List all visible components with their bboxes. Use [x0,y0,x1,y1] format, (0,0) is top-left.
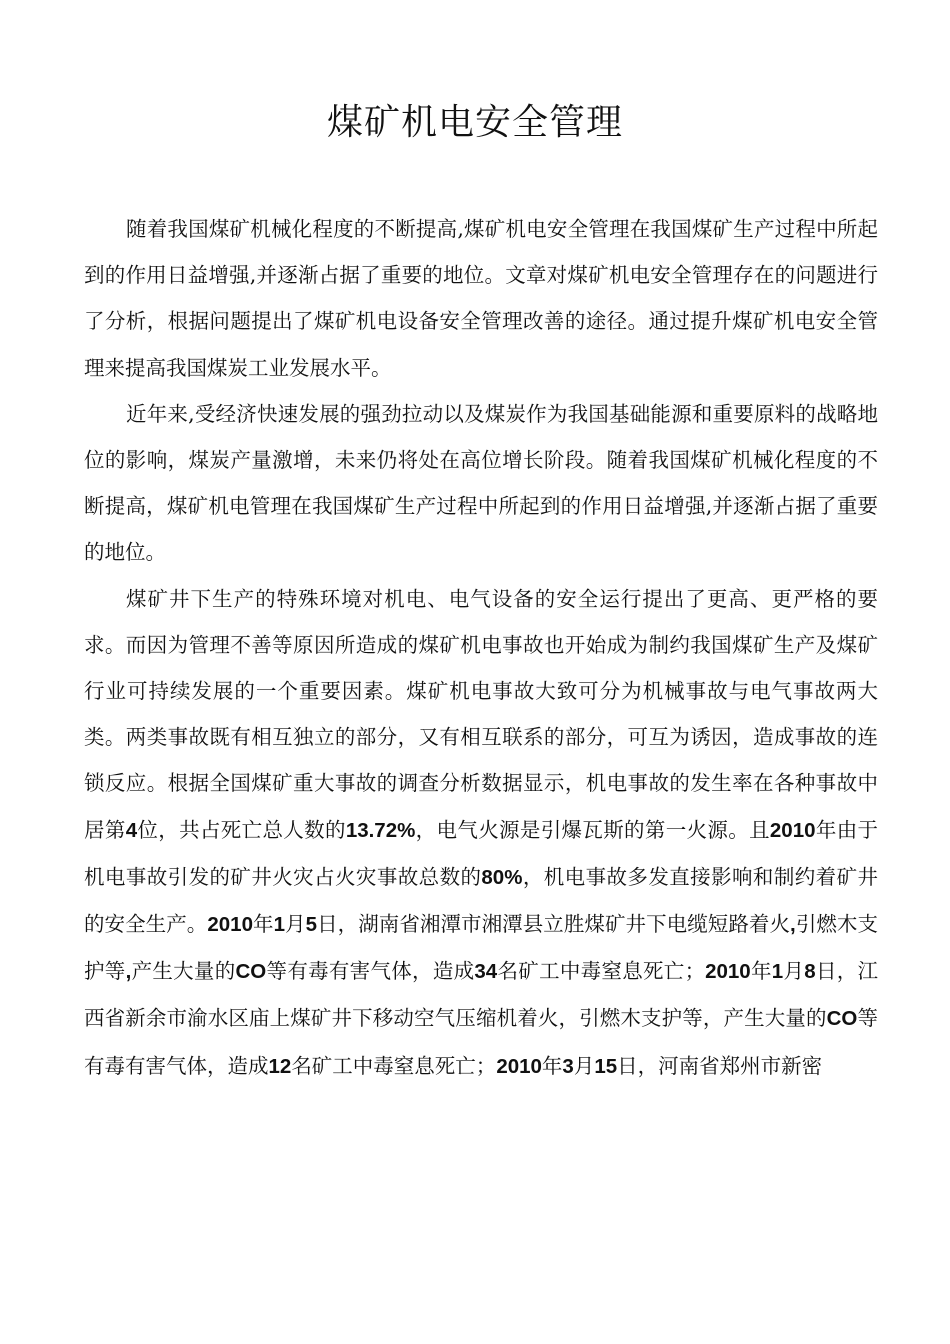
emphasized-figure: CO [235,960,267,984]
emphasized-figure: 80% [481,865,523,889]
emphasized-figure: CO [826,1007,858,1031]
paragraph-text: 煤矿井下生产的特殊环境对机电、电气设备的安全运行提出了更高、更严格的要求。而因为管理不善等原因所造成的煤矿机电事故也开始成为制约我国煤矿生产及煤矿行业可持续发展的一个重要因素。煤矿机电事故大致可分为机械事故与电气事故两大类。两类事故既有相互独立的部分，又有相互联系的部分，可互为诱因，造成事故的连锁反应。根据全国煤矿重大事故的调查分析数据显示，机电事故的发生率在各种事故中居第 [84,586,878,842]
emphasized-figure: 3 [562,1054,574,1078]
paragraph-text: 位，共占死亡总人数的 [137,817,346,842]
emphasized-figure: 34 [474,960,498,984]
paragraph-text: 日，湖南省湘潭市湘潭县立胜煤矿井下电缆短路着火 [317,912,791,937]
paragraph-text: 月 [783,959,805,984]
paragraph-text: 日，河南省郑州市新密 [617,1053,823,1078]
emphasized-figure: 2010 [769,818,816,842]
paragraph-text: 名矿工中毒窒息死亡； [291,1053,497,1078]
paragraph-text: 名矿工中毒窒息死亡； [497,959,706,984]
emphasized-figure: 5 [305,913,318,937]
emphasized-figure: 15 [594,1054,618,1078]
paragraph-text: 等有毒有害气体，造成 [84,1006,879,1078]
emphasized-figure: 1 [771,960,784,984]
paragraph-text: 等有毒有害气体，造成 [266,959,475,984]
paragraph-text: ，电气火源是引爆瓦斯的第一火源。且 [415,817,770,842]
emphasized-figure: 1 [273,913,286,937]
body-paragraph [84,576,878,1090]
emphasized-figure: , [125,960,132,984]
emphasized-figure: 4 [125,818,138,842]
paragraph-text: ，机电事故多发直接影响和制约着矿井的安全生产。 [84,864,879,937]
paragraph-text: 月 [573,1053,595,1078]
document-title: 煤矿机电安全管理 [326,102,623,143]
paragraph-text: 随着我国煤矿机械化程度的不断提高,煤矿机电安全管理在我国煤矿生产过程中所起到的作用日益增强,并逐渐占据了重要的地位。文章对煤矿机电安全管理存在的问题进行了分析，根据问题提出了煤矿机电设备安全管理改善的途径。通过提升煤矿机电安全管理来提高我国煤炭工业发展水平。 [84,217,878,380]
emphasized-figure: 2010 [496,1054,542,1078]
paragraph-text: 年由于机电事故引发的矿井火灾占火灾事故总数的 [84,817,879,889]
paragraph-text: 月 [285,912,306,937]
paragraph-text: 年 [750,959,772,984]
emphasized-figure: 13.72% [345,818,416,842]
paragraph-text: 日，江西省新余市渝水区庙上煤矿井下移动空气压缩机着火，引燃木支护等，产生大量的 [84,959,879,1031]
emphasized-figure: 2010 [207,913,253,937]
paragraph-text: 产生大量的 [131,959,236,984]
emphasized-figure: 12 [268,1054,292,1078]
emphasized-figure: 8 [804,960,816,984]
body-paragraph [84,391,878,576]
emphasized-figure: 2010 [705,960,751,984]
body-paragraph [84,206,878,391]
paragraph-text: 近年来,受经济快速发展的强劲拉动以及煤炭作为我国基础能源和重要原料的战略地位的影响，煤炭产量激增，未来仍将处在高位增长阶段。随着我国煤矿机械化程度的不断提高，煤矿机电管理在我国煤矿生产过程中所起到的作用日益增强,并逐渐占据了重要的地位。 [84,401,878,565]
document-body [84,206,878,1090]
emphasized-figure: , [790,913,796,937]
paragraph-text: 年 [252,912,274,937]
paragraph-text: 年 [541,1053,563,1078]
paragraph-text: 引燃木支护等 [84,912,878,984]
